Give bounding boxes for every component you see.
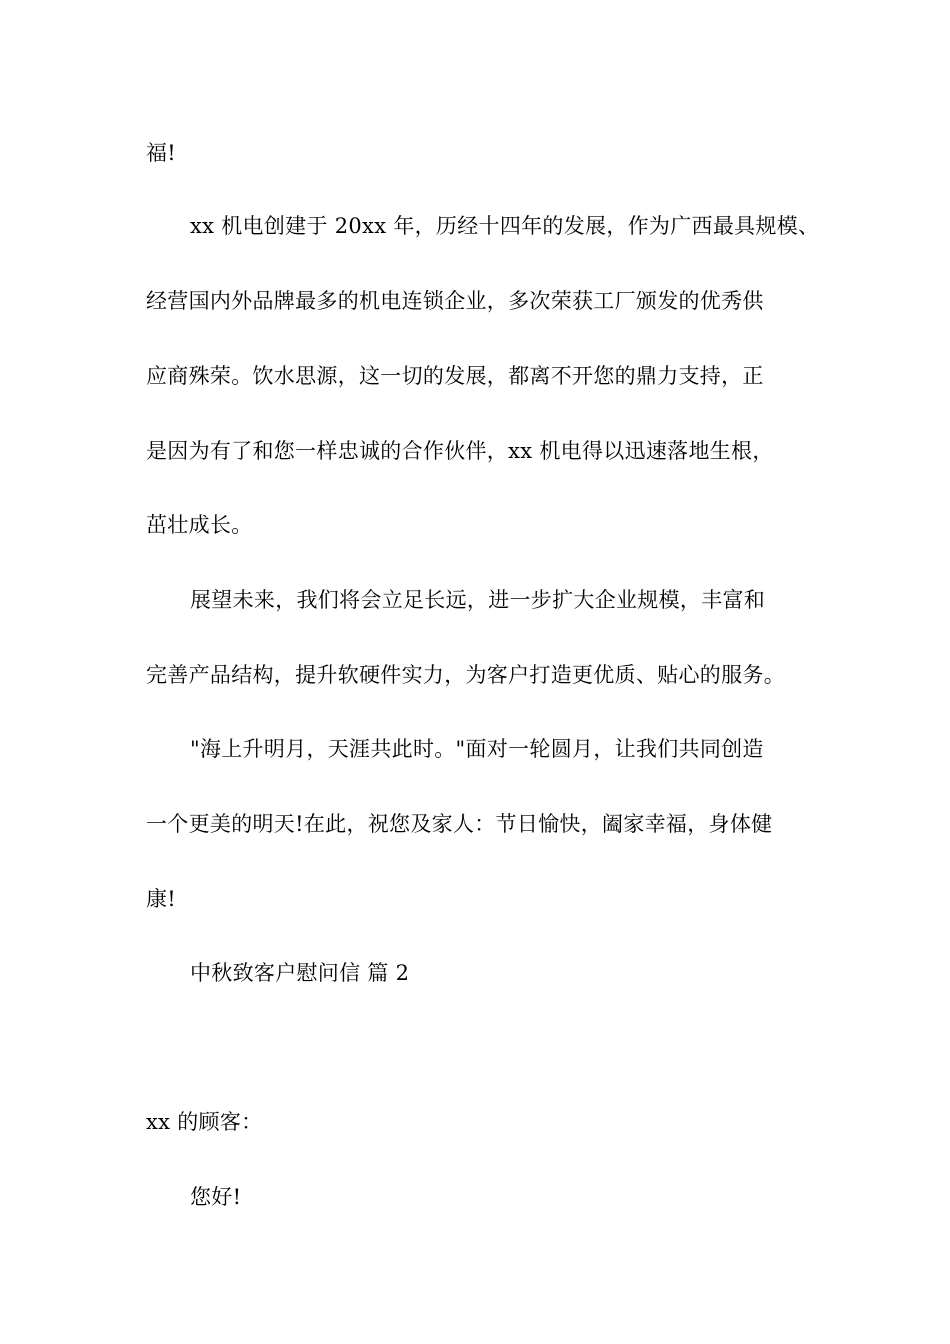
paragraph-line: 完善产品结构，提升软硬件实力，为客户打造更优质、贴心的服务。 bbox=[146, 663, 785, 687]
greeting: 您好! bbox=[190, 1185, 242, 1209]
paragraph-line: 展望未来，我们将会立足长远，进一步扩大企业规模，丰富和 bbox=[190, 588, 766, 612]
paragraph-line: 康! bbox=[146, 887, 177, 911]
paragraph-line: 茁壮成长。 bbox=[146, 513, 253, 537]
paragraph-line: xx 机电创建于 20xx 年，历经十四年的发展，作为广西最具规模、 bbox=[190, 214, 820, 238]
paragraph-line: 经营国内外品牌最多的机电连锁企业，多次荣获工厂颁发的优秀供 bbox=[146, 289, 764, 313]
salutation: xx 的顾客： bbox=[146, 1110, 263, 1134]
paragraph-line: 应商殊荣。饮水思源，这一切的发展，都离不开您的鼎力支持，正 bbox=[146, 364, 764, 388]
paragraph-line: 福! bbox=[146, 141, 177, 165]
paragraph-line: 一个更美的明天!在此，祝您及家人：节日愉快，阖家幸福，身体健 bbox=[146, 812, 773, 836]
paragraph-line: "海上升明月，天涯共此时。"面对一轮圆月，让我们共同创造 bbox=[190, 737, 764, 761]
section-heading: 中秋致客户慰问信 篇 2 bbox=[190, 961, 410, 985]
paragraph-line: 是因为有了和您一样忠诚的合作伙伴，xx 机电得以迅速落地生根， bbox=[146, 439, 774, 463]
